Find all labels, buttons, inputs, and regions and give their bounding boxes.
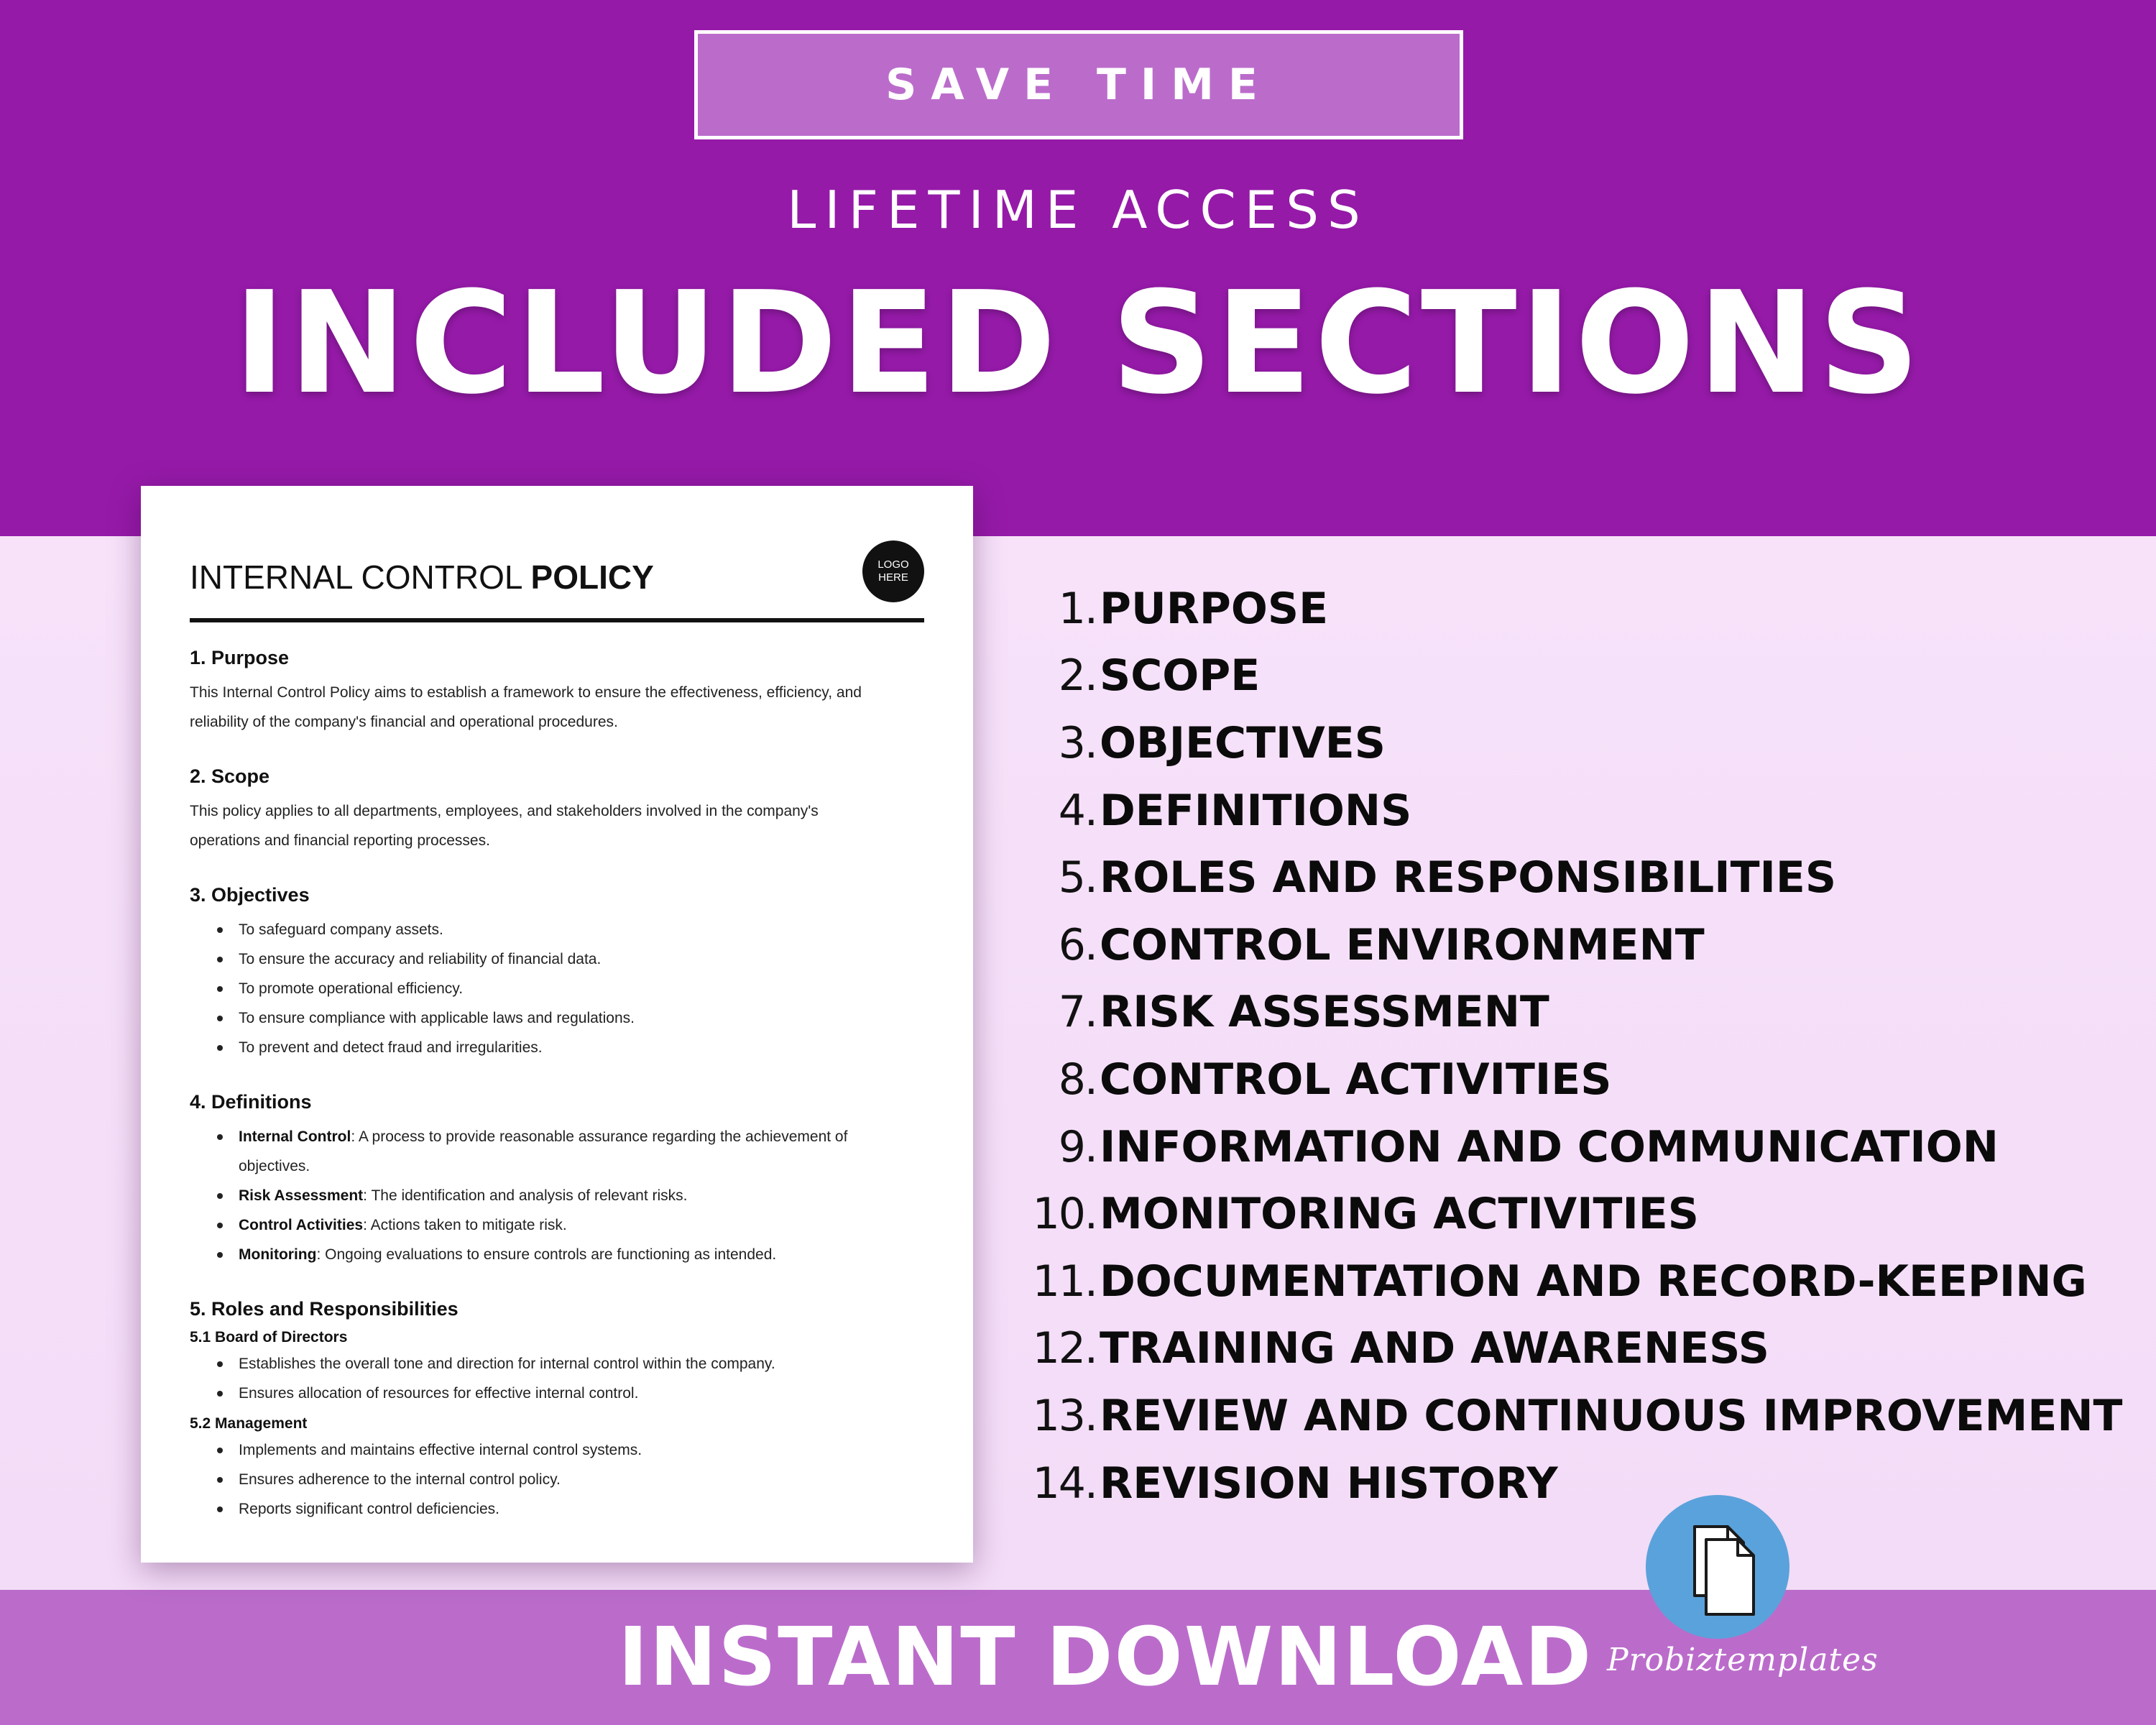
purpose-line-2: reliability of the company's financial and operational procedures. [190,714,618,730]
section-item [1021,1046,2142,1113]
definition-term: Control Activities [239,1217,364,1233]
definition-term: Internal Control [239,1128,351,1145]
section-item [1021,911,2142,979]
instant-download-text: INSTANT DOWNLOAD [618,1611,1593,1704]
definition-text: : Actions taken to mitigate risk. [363,1217,567,1233]
objectives-heading: 3. Objectives [190,884,310,906]
section-number: 6. [1058,919,1097,970]
logo-line-2: HERE [878,571,908,584]
document-header [190,486,924,622]
section-number: 2. [1058,650,1097,702]
section-label: RISK ASSESSMENT [1100,987,1549,1038]
section-label: PURPOSE [1100,583,1329,634]
definition-term: Risk Assessment [239,1187,364,1204]
section-label: DEFINITIONS [1100,785,1412,836]
policy-document-preview [141,486,973,1563]
purpose-heading: 1. Purpose [190,647,290,668]
section-label: SCOPE [1100,650,1261,702]
board-item: Ensures allocation of resources for effective internal control. [239,1379,924,1408]
objective-item: To promote operational efficiency. [239,974,924,1003]
section-number: 10. [1032,1189,1097,1240]
scope-line-2: operations and financial reporting processes. [190,832,490,849]
definition-term: Monitoring [239,1246,317,1263]
logo-line-1: LOGO [877,558,909,571]
section-number: 11. [1032,1256,1097,1307]
definition-text: : The identification and analysis of relevant risks. [363,1187,688,1204]
document-title [190,558,654,597]
management-item: Ensures adherence to the internal control policy. [239,1465,924,1494]
objective-item: To safeguard company assets. [239,915,924,944]
objectives-list [190,915,924,1062]
section-label: MONITORING ACTIVITIES [1100,1189,1699,1240]
save-time-badge [694,30,1463,139]
section-item [1021,1382,2142,1450]
definition-text-cont: objectives. [239,1158,310,1174]
objective-item: To prevent and detect fraud and irregularities. [239,1033,924,1062]
section-number: 12. [1032,1323,1097,1374]
section-label: ROLES AND RESPONSIBILITIES [1100,852,1837,903]
page-title: INCLUDED SECTIONS [233,262,1923,426]
section-number: 13. [1032,1390,1097,1441]
section-label: INFORMATION AND COMMUNICATION [1100,1121,1999,1172]
section-number: 8. [1058,1054,1097,1105]
section-item [1021,1315,2142,1383]
management-list [190,1435,924,1524]
definitions-list [190,1122,924,1269]
purpose-line-1: This Internal Control Policy aims to establish a framework to ensure the effectiveness, efficiency, and [190,684,862,701]
definitions-heading: 4. Definitions [190,1091,312,1113]
lifetime-access-subtitle: LIFETIME ACCESS [787,180,1369,240]
section-label: DOCUMENTATION AND RECORD-KEEPING [1100,1256,2087,1307]
definition-text: : Ongoing evaluations to ensure controls are functioning as intended. [316,1246,777,1263]
section-label: OBJECTIVES [1100,717,1386,768]
brand-name: Probiztemplates [1607,1642,1879,1678]
document-body [190,622,924,1524]
section-label: REVIEW AND CONTINUOUS IMPROVEMENT [1100,1390,2123,1441]
section-number: 14. [1032,1458,1097,1509]
section-item [1021,979,2142,1046]
section-number: 5. [1058,852,1097,903]
section-number: 3. [1058,717,1097,768]
section-number: 1. [1058,583,1097,634]
definition-item [239,1240,924,1269]
scope-line-1: This policy applies to all departments, employees, and stakeholders involved in the company's [190,803,819,819]
management-item: Implements and maintains effective internal control systems. [239,1435,924,1465]
section-label: CONTROL ENVIRONMENT [1100,919,1705,970]
section-item [1021,1180,2142,1248]
objective-item: To ensure compliance with applicable laws and regulations. [239,1003,924,1033]
brand-logo [1646,1495,1789,1639]
roles-heading: 5. Roles and Responsibilities [190,1298,459,1320]
board-subheading: 5.1 Board of Directors [190,1329,348,1346]
section-number: 7. [1058,987,1097,1038]
board-item: Establishes the overall tone and direction for internal control within the company. [239,1349,924,1379]
definition-item [239,1181,924,1210]
section-number: 4. [1058,785,1097,836]
section-item [1021,709,2142,777]
management-item: Reports significant control deficiencies. [239,1494,924,1524]
section-item [1021,777,2142,845]
save-time-label: SAVE TIME [885,60,1272,110]
scope-heading: 2. Scope [190,765,270,787]
definition-item [239,1210,924,1240]
section-item [1021,643,2142,710]
section-label: CONTROL ACTIVITIES [1100,1054,1612,1105]
objective-item: To ensure the accuracy and reliability of financial data. [239,944,924,974]
management-subheading: 5.2 Management [190,1415,308,1432]
documents-icon [1646,1495,1789,1639]
section-item [1021,1248,2142,1315]
definition-text: : A process to provide reasonable assurance regarding the achievement of [351,1128,848,1145]
document-title-bold: POLICY [530,558,654,596]
section-number: 9. [1058,1121,1097,1172]
section-item [1021,1450,2142,1517]
section-item [1021,1113,2142,1181]
included-sections-list [1021,575,2142,1517]
logo-placeholder [862,540,924,602]
section-item [1021,575,2142,643]
definition-item [239,1122,924,1181]
section-label: TRAINING AND AWARENESS [1100,1323,1769,1374]
document-title-regular: INTERNAL CONTROL [190,558,531,596]
section-item [1021,844,2142,911]
board-list [190,1349,924,1408]
section-label: REVISION HISTORY [1100,1458,1558,1509]
